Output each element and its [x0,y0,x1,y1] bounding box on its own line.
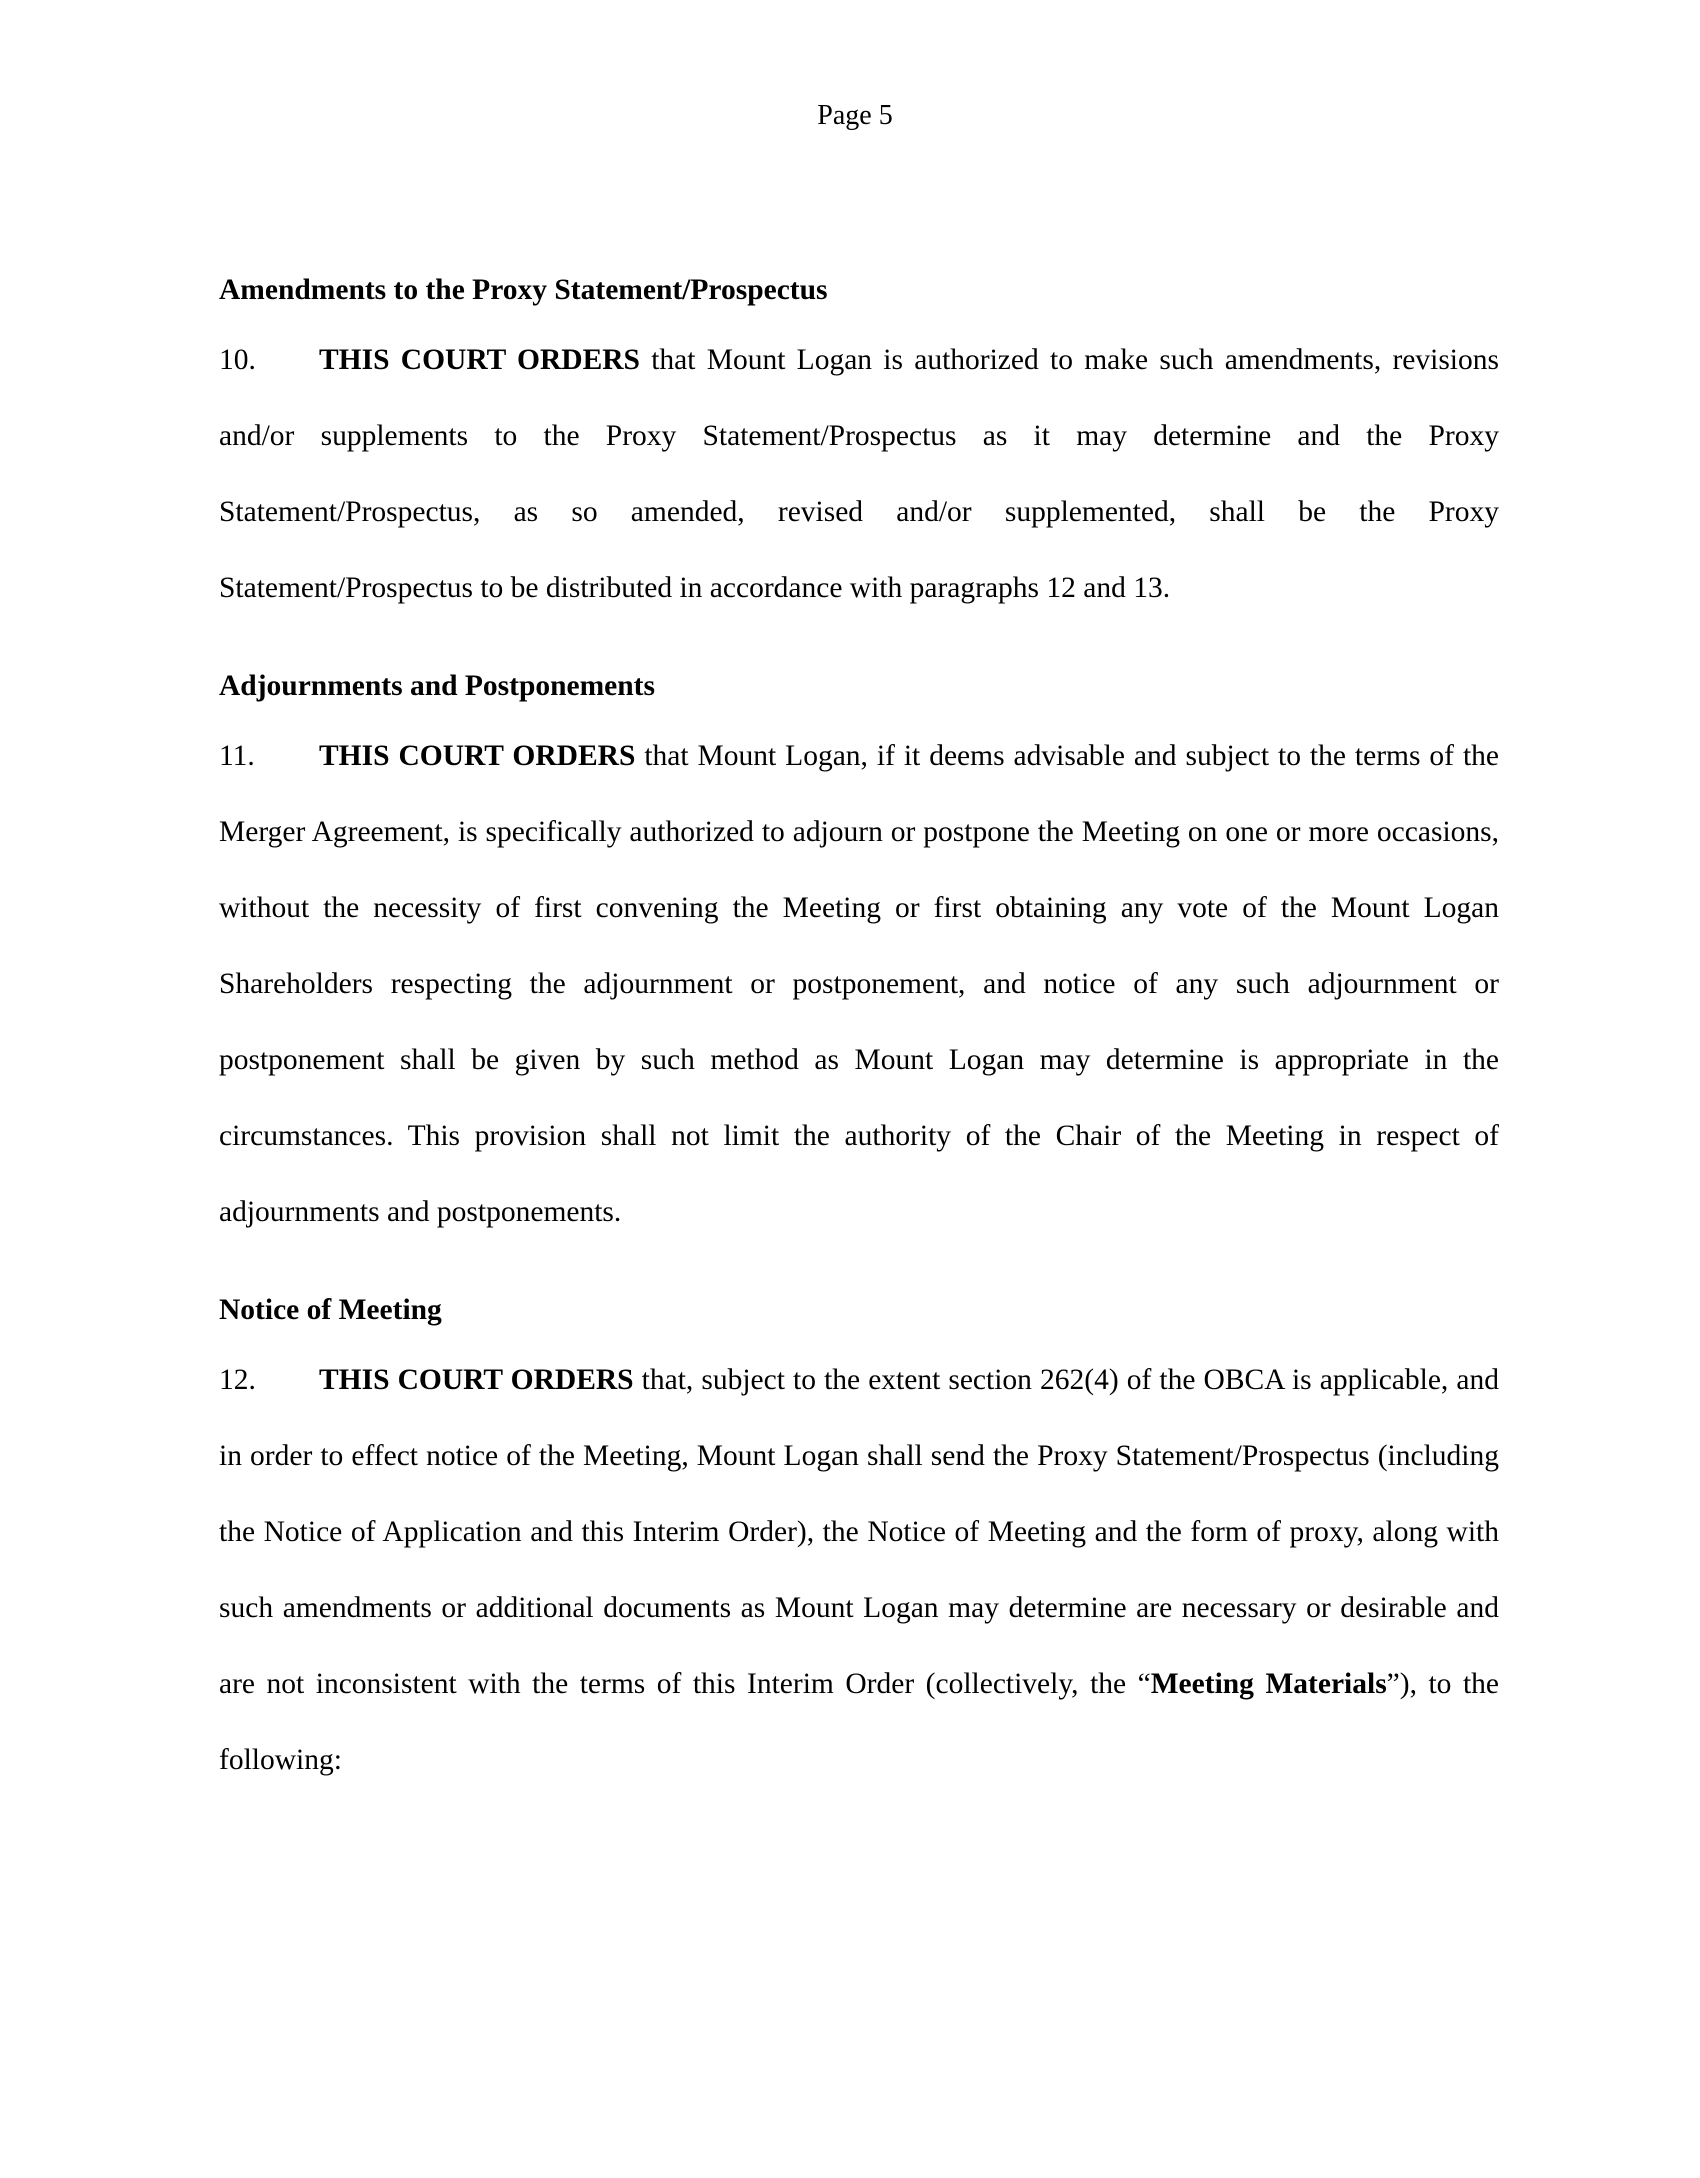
paragraph-lead: THIS COURT ORDERS [319,344,640,376]
paragraph-text: that Mount Logan is authorized to make such amendments, revisions and/or supplements to the Proxy Statement/Prospectus as it may determine and the Proxy Statement/Prospectus, as so amended, revised and/or supplemented, shall be the Proxy Statement/Prospectus to be distributed in accordance with paragraphs 12 and 13. [219,344,1499,604]
paragraph-lead: THIS COURT ORDERS [319,740,636,772]
section-heading-amendments: Amendments to the Proxy Statement/Prospectus [219,274,828,306]
paragraph-number: 10. [219,344,256,376]
paragraph-number: 12. [219,1364,256,1396]
paragraph-text: that, subject to the extent section 262(4) of the OBCA is applicable, and in order to effect notice of the Meeting, Mount Logan shall send the Proxy Statement/Prospectus (including the Notice of Application and this Interim Order), the Notice of Meeting and the form of proxy, along with such amendments or additional documents as Mount Logan may determine are necessary or desirable and are not inconsistent with the terms of this Interim Order (collectively, the “ [219,1364,1499,1700]
document-body [219,270,1499,1798]
defined-term: Meeting Materials [1150,1668,1387,1700]
section-heading-notice: Notice of Meeting [219,1294,442,1326]
paragraph-text: that Mount Logan, if it deems advisable and subject to the terms of the Merger Agreement, is specifically authorized to adjourn or postpone the Meeting on one or more occasions, without the necessity of first convening the Meeting or first obtaining any vote of the Mount Logan Shareholders respecting the adjournment or postponement, and notice of any such adjournment or postponement shall be given by such method as Mount Logan may determine is appropriate in the circumstances. This provision shall not limit the authority of the Chair of the Meeting in respect of adjournments and postponements. [219,740,1500,1228]
page-number: Page 5 [817,100,893,131]
paragraph-number: 11. [219,740,255,772]
paragraph-10 [219,322,1499,626]
paragraph-text-end: ”), to the following: [219,1668,1499,1776]
section-heading-adjournments: Adjournments and Postponements [219,670,655,702]
paragraph-12 [219,1342,1499,1798]
paragraph-11 [219,718,1499,1250]
paragraph-lead: THIS COURT ORDERS [319,1364,634,1396]
